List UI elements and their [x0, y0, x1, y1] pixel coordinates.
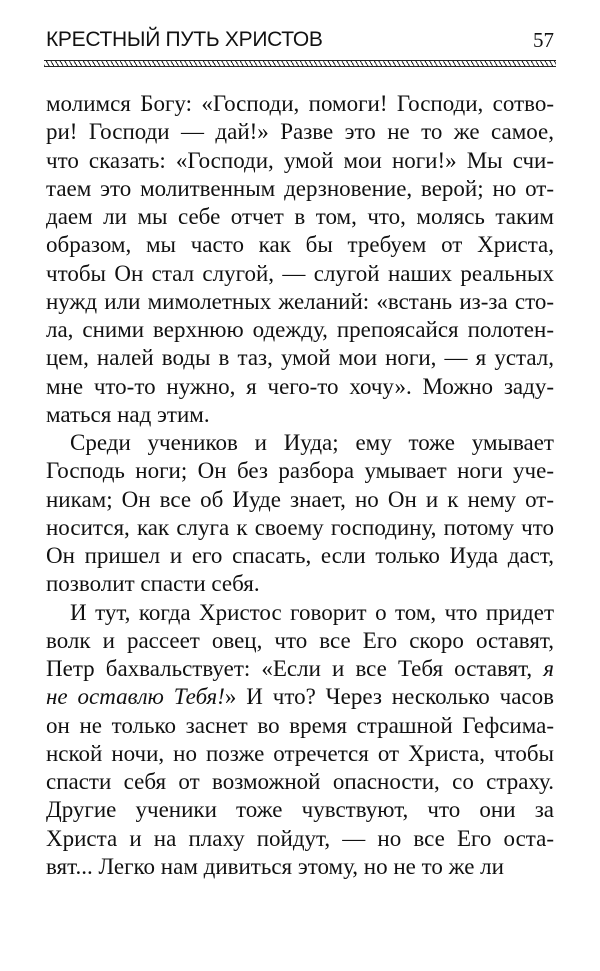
text-line — [46, 288, 554, 316]
text-line — [46, 796, 554, 824]
text-segment: таем это молитвенным дерзновение, верой; но от- — [46, 175, 554, 201]
text-segment: нужд или мимолетных желаний: «встань из-за сто- — [46, 288, 554, 314]
text-line — [46, 853, 554, 881]
text-line — [46, 712, 554, 740]
text-line — [46, 683, 554, 711]
text-segment: ри! Господи — дай!» Разве это не то же самое, — [46, 119, 554, 145]
running-title: КРЕСТНЫЙ ПУТЬ ХРИСТОВ — [46, 28, 323, 51]
text-segment: мне что-то нужно, я чего-то хочу». Можно заду- — [46, 373, 554, 399]
text-line — [46, 627, 554, 655]
text-line — [46, 203, 554, 231]
text-segment: он не только заснет во время страшной Гефсима- — [46, 712, 554, 738]
text-line — [46, 401, 554, 429]
text-segment: цем, налей воды в таз, умой мои ноги, — я устал, — [46, 345, 554, 371]
paragraph — [46, 599, 554, 882]
paragraph — [46, 429, 554, 599]
text-line — [46, 118, 554, 146]
text-line — [46, 514, 554, 542]
text-segment: » И что? Через несколько часов — [224, 684, 554, 710]
text-line — [46, 231, 554, 259]
page-header — [46, 28, 554, 56]
text-line — [46, 457, 554, 485]
text-segment: маться над этим. — [46, 401, 210, 427]
text-segment: позволит спасти себя. — [46, 571, 260, 597]
text-line — [46, 147, 554, 175]
text-line — [46, 90, 554, 118]
page-number: 57 — [533, 28, 554, 52]
text-line — [46, 740, 554, 768]
text-line — [46, 260, 554, 288]
text-segment: Другие ученики тоже чувствуют, что они за — [46, 797, 554, 823]
text-line — [46, 175, 554, 203]
text-segment: Господь ноги; Он без разбора умывает ноги уче- — [46, 458, 554, 484]
text-segment: Христа и на плаху пойдут, — но все Его оста- — [46, 825, 554, 851]
text-segment: спасти себя от возможной опасности, со страху. — [46, 769, 554, 794]
body-text — [46, 90, 554, 881]
text-segment: Петр бахвальствует: «Если и все Тебя оставят, — [46, 656, 544, 681]
text-segment: Среди учеников и Иуда; ему тоже умывает — [70, 430, 554, 455]
text-line — [46, 429, 554, 457]
decorative-rule — [44, 60, 556, 67]
text-line — [46, 768, 554, 796]
text-line — [46, 599, 554, 627]
text-segment: ла, сними верхнюю одежду, препоясайся полотен- — [46, 317, 554, 342]
text-segment: вят... Легко нам дивиться этому, но не то же ли — [46, 853, 504, 879]
text-segment: нской ночи, но позже отречется от Христа, чтобы — [46, 740, 554, 766]
text-line — [46, 486, 554, 514]
text-line — [46, 542, 554, 570]
text-segment: И тут, когда Христос говорит о том, что придет — [70, 599, 554, 625]
italic-text: я — [543, 656, 554, 681]
text-segment: волк и рассеет овец, что все Его скоро оставят, — [46, 627, 554, 653]
text-line — [46, 373, 554, 401]
text-line — [46, 655, 554, 683]
text-segment: даем ли мы себе отчет в том, что, молясь таким — [46, 204, 554, 229]
text-segment: что сказать: «Господи, умой мои ноги!» Мы счи- — [46, 147, 554, 173]
text-line — [46, 344, 554, 372]
text-line — [46, 570, 554, 598]
text-segment: молимся Богу: «Господи, помоги! Господи, сотво- — [46, 91, 554, 116]
italic-text: не оставлю Тебя! — [46, 684, 225, 710]
text-segment: чтобы Он стал слугой, — слугой наших реальных — [46, 260, 554, 286]
text-segment: никам; Он все об Иуде знает, но Он и к нему от- — [46, 486, 554, 512]
text-segment: носится, как слуга к своему господину, потому что — [46, 514, 554, 540]
text-segment: Он пришел и его спасать, если только Иуда даст, — [46, 543, 554, 568]
text-line — [46, 825, 554, 853]
text-segment: образом, мы часто как бы требуем от Христа, — [46, 232, 554, 258]
text-line — [46, 316, 554, 344]
paragraph — [46, 90, 554, 429]
